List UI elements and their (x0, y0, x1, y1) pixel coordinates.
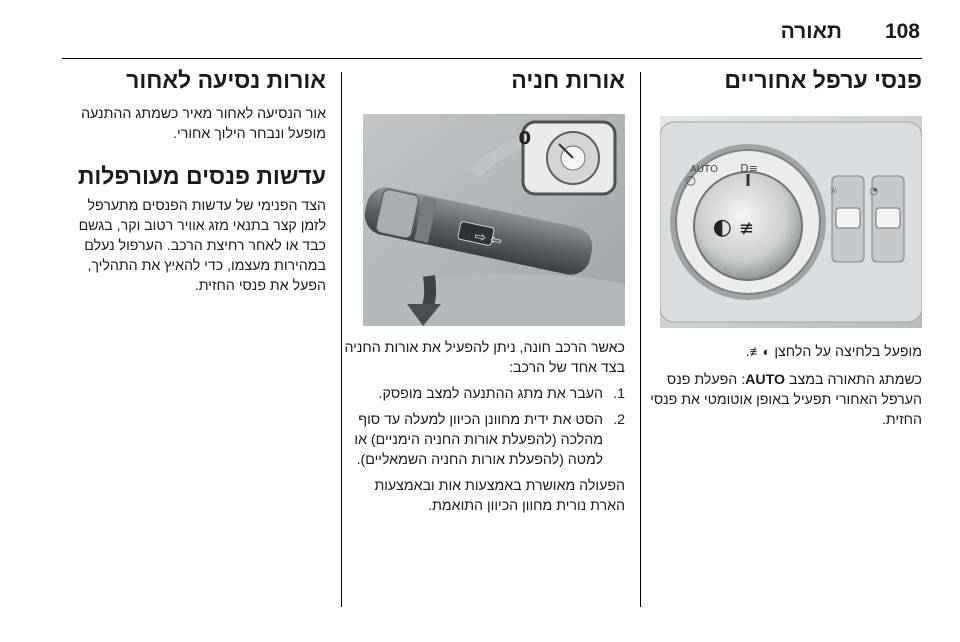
parking-steps (343, 384, 625, 470)
parking-footer: הפעולה מאושרת באמצעות אות ובאמצעות הארת נורית מחוון הכיוון התואמת. (374, 478, 625, 514)
caption: מופעל בלחיצה על הלחצן ◐≢. (745, 344, 922, 360)
svg-text:◐: ◐ (712, 215, 732, 240)
section-reversing-lights (62, 66, 326, 296)
section-title: פנסי ערפל אחוריים (724, 67, 922, 93)
reversing-light-text: אור הנסיעה לאחור מאיר כשמתג ההתנעה מופעל ונבחר הילוך אחורי. (81, 106, 326, 142)
indicator-stalk-illustration (363, 114, 625, 326)
svg-text:≡D: ≡D (740, 162, 758, 175)
parking-intro: כאשר הרכב חונה, ניתן להפעיל את אורות החניה בצד אחד של הרכב: (344, 340, 625, 376)
step-text: העבר את מתג ההתנעה למצב מופסק. (378, 386, 603, 402)
svg-text:◔: ◔ (869, 186, 878, 197)
auto-note-start: כשמתג התאורה במצב (789, 372, 922, 388)
auto-note-end: : הפעלת פנס הערפל האחורי תפעיל באופן אוטומטי את פנסי החזית. (650, 372, 922, 428)
page-header (0, 0, 960, 60)
svg-text:⇦ ⇨: ⇦ ⇨ (472, 228, 504, 250)
section-title: אורות נסיעה לאחור (126, 67, 326, 93)
subsection-title: עדשות פנסים מעורפלות (77, 163, 326, 189)
fogged-lens-text: הצד הפנימי של עדשות הפנסים מתערפל לזמן קצר בתנאי מזג אוויר רטוב וקר, בגשם כבד או לאחר רחיצת הרכב. הערפול נעלם במהירות מעצמו, כדי להאיץ את התהליך, הפעל את פנסי החזית. (78, 198, 326, 294)
auto-keyword: AUTO (745, 372, 786, 388)
svg-text:○: ○ (685, 173, 696, 187)
diagram-label: 0 (518, 128, 531, 149)
rear-fog-light-icon: ◐≢ (749, 344, 771, 359)
svg-text:☼: ☼ (829, 186, 838, 197)
step-number: 1. (613, 386, 625, 402)
section-parking-lights (343, 66, 625, 516)
indicator-stalk-photo (363, 114, 625, 326)
page-section-title: תאורה (780, 20, 842, 43)
header-rule (62, 58, 922, 59)
page-number: 108 (884, 20, 920, 43)
section-rear-fog-lights (638, 66, 922, 430)
svg-text:≢: ≢ (738, 218, 754, 239)
step-text: הסט את ידית מחוונן הכיוון למעלה עד סוף מהלכה (להפעלת אורות החניה הימניים) או למטה (להפעלת אורות החניה השמאליים). (354, 412, 603, 468)
step-number: 2. (613, 412, 625, 428)
caption-text: מופעל בלחיצה על הלחצן (774, 344, 922, 360)
section-title: אורות חניה (511, 67, 625, 93)
auto-mode-note (638, 370, 922, 430)
list-item (343, 410, 625, 470)
list-item (343, 384, 625, 404)
light-switch-photo (660, 116, 922, 328)
light-switch-illustration (660, 116, 922, 328)
column-divider (341, 72, 342, 607)
svg-text:AUTO: AUTO (689, 164, 718, 175)
